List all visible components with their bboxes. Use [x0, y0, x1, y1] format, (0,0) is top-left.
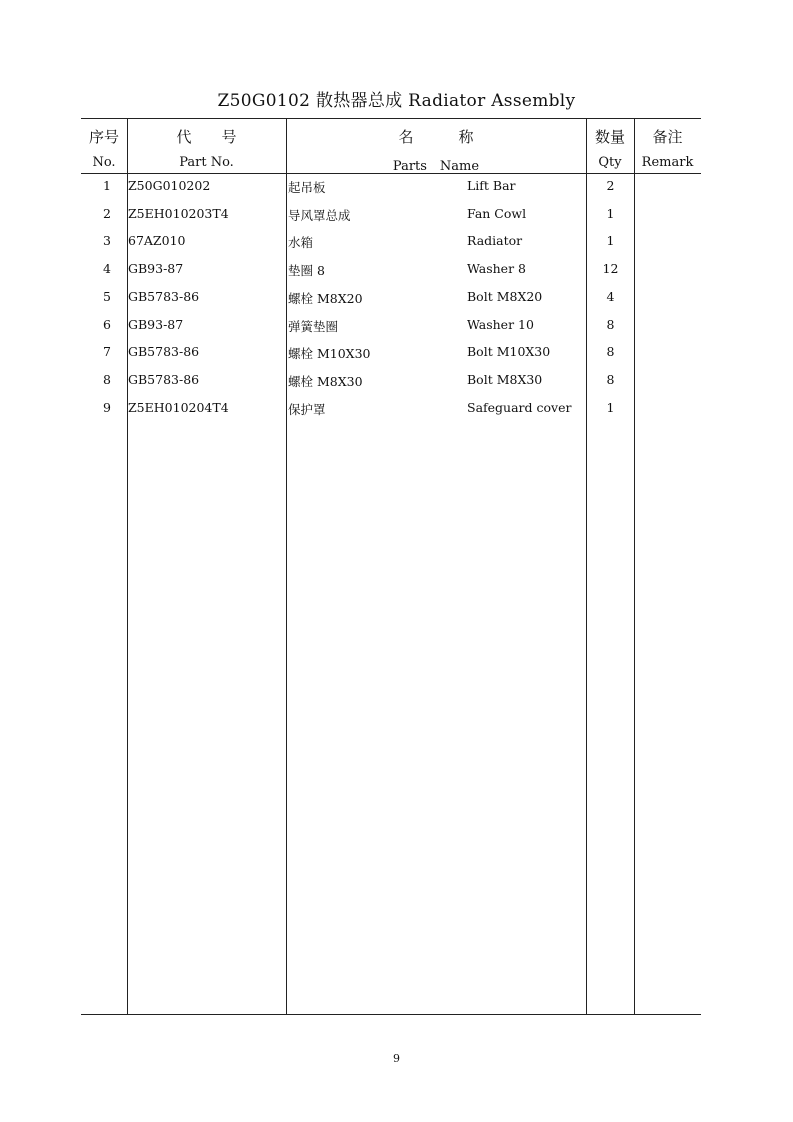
table-row — [0, 206, 793, 234]
header-no-en: No. — [92, 155, 116, 170]
table-row — [0, 400, 793, 428]
row-no: 8 — [103, 372, 111, 387]
row-no: 5 — [103, 289, 111, 304]
page-number: 9 — [393, 1052, 400, 1065]
row-name-en: Bolt M8X30 — [467, 372, 543, 387]
row-part-no: GB93-87 — [128, 261, 184, 276]
header-part-en: Part No. — [179, 155, 234, 170]
row-part-no: GB5783-86 — [128, 344, 200, 359]
table-row — [0, 344, 793, 372]
row-part-no: Z5EH010204T4 — [128, 400, 229, 415]
row-name-cn: 起吊板 — [288, 180, 326, 195]
row-qty: 8 — [606, 372, 615, 387]
header-remark-en: Remark — [641, 155, 694, 170]
row-name-en: Radiator — [467, 233, 523, 248]
header-qty-cn: 数量 — [594, 128, 625, 146]
row-name-cn: 保护罩 — [288, 402, 326, 417]
row-qty: 4 — [606, 289, 615, 304]
row-name-en: Lift Bar — [467, 178, 516, 193]
header-name-cn: 名 称 — [398, 128, 474, 146]
row-name-cn: 螺栓 M10X30 — [288, 346, 371, 361]
row-qty: 12 — [602, 261, 619, 276]
page-title: Z50G0102 散热器总成 Radiator Assembly — [217, 91, 576, 111]
row-no: 2 — [103, 206, 111, 221]
row-part-no: Z50G010202 — [128, 178, 211, 193]
row-qty: 8 — [606, 317, 615, 332]
row-qty: 1 — [606, 400, 615, 415]
row-no: 7 — [103, 344, 111, 359]
row-name-en: Bolt M8X20 — [467, 289, 543, 304]
table-row — [0, 233, 793, 261]
row-part-no: 67AZ010 — [128, 233, 186, 248]
header-name-en: Parts Name — [392, 159, 480, 174]
row-part-no: GB5783-86 — [128, 289, 200, 304]
row-name-cn: 弹簧垫圈 — [288, 319, 339, 334]
table-row — [0, 261, 793, 289]
header-qty-en: Qty — [598, 155, 622, 170]
row-qty: 2 — [606, 178, 615, 193]
row-part-no: GB93-87 — [128, 317, 184, 332]
table-row — [0, 178, 793, 206]
row-name-cn: 导风罩总成 — [288, 208, 351, 223]
table-row — [0, 317, 793, 345]
table-bottom-rule — [81, 1014, 701, 1015]
row-no: 3 — [103, 233, 111, 248]
header-part-cn: 代 号 — [176, 128, 237, 146]
table-row — [0, 372, 793, 400]
header-no-cn: 序号 — [88, 128, 119, 146]
table-row — [0, 289, 793, 317]
row-no: 9 — [103, 400, 111, 415]
row-name-cn: 垫圈 8 — [288, 263, 325, 278]
row-name-cn: 螺栓 M8X30 — [288, 374, 363, 389]
row-name-cn: 螺栓 M8X20 — [288, 291, 363, 306]
table-top-rule — [81, 118, 701, 119]
row-name-en: Fan Cowl — [467, 206, 527, 221]
row-no: 4 — [103, 261, 111, 276]
row-part-no: GB5783-86 — [128, 372, 200, 387]
row-name-en: Safeguard cover — [467, 400, 572, 415]
row-part-no: Z5EH010203T4 — [128, 206, 229, 221]
row-name-cn: 水箱 — [288, 235, 314, 250]
row-name-en: Washer 8 — [467, 261, 526, 276]
row-name-en: Washer 10 — [467, 317, 534, 332]
row-qty: 1 — [606, 206, 615, 221]
row-qty: 1 — [606, 233, 615, 248]
row-no: 1 — [103, 178, 111, 193]
row-no: 6 — [103, 317, 111, 332]
header-remark-cn: 备注 — [652, 128, 683, 146]
row-name-en: Bolt M10X30 — [467, 344, 551, 359]
row-qty: 8 — [606, 344, 615, 359]
